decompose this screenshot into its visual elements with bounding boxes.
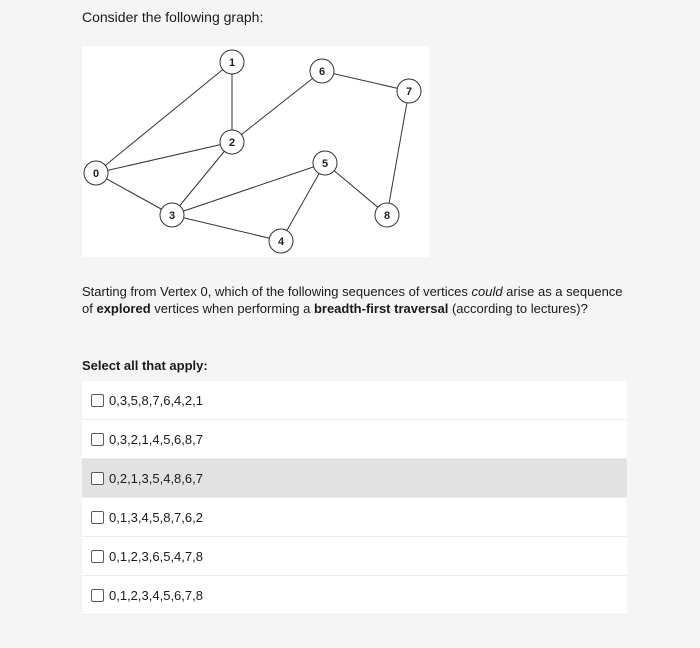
option-label: 0,3,5,8,7,6,4,2,1 xyxy=(109,392,203,408)
graph-edge-3-5 xyxy=(172,163,325,215)
vertex-label: 3 xyxy=(168,210,176,222)
graph-vertex-6 xyxy=(310,59,334,83)
option-label: 0,3,2,1,4,5,6,8,7 xyxy=(109,431,203,447)
graph-edge-2-6 xyxy=(232,71,322,142)
graph-edge-6-7 xyxy=(322,71,409,91)
answer-option-2[interactable] xyxy=(82,420,627,459)
option-label: 0,2,1,3,5,4,8,6,7 xyxy=(109,470,203,486)
graph-edge-0-3 xyxy=(96,173,172,215)
graph-vertex-5 xyxy=(313,151,337,175)
graph-svg xyxy=(82,46,429,257)
option-label: 0,1,2,3,4,5,6,7,8 xyxy=(109,587,203,603)
vertex-label: 7 xyxy=(405,86,413,98)
graph-vertex-0 xyxy=(84,161,108,185)
checkbox[interactable] xyxy=(91,394,104,407)
answer-option-4[interactable] xyxy=(82,498,627,537)
checkbox[interactable] xyxy=(91,550,104,563)
prompt-emphasis-explored: explored xyxy=(96,301,151,316)
answer-option-6[interactable] xyxy=(82,576,627,615)
prompt-text: (according to lectures)? xyxy=(448,301,588,316)
graph-vertex-8 xyxy=(375,203,399,227)
graph-vertex-4 xyxy=(269,229,293,253)
answer-option-5[interactable] xyxy=(82,537,627,576)
question-prompt xyxy=(82,283,627,317)
graph-edge-0-2 xyxy=(96,142,232,173)
prompt-emphasis-could: could xyxy=(471,284,503,299)
checkbox[interactable] xyxy=(91,589,104,602)
vertex-label: 1 xyxy=(228,57,236,69)
graph-vertex-7 xyxy=(397,79,421,103)
graph-vertex-3 xyxy=(160,203,184,227)
option-label: 0,1,3,4,5,8,7,6,2 xyxy=(109,509,203,525)
vertex-label: 6 xyxy=(318,66,326,78)
checkbox[interactable] xyxy=(91,511,104,524)
checkbox[interactable] xyxy=(91,433,104,446)
prompt-emphasis-bft: breadth-first traversal xyxy=(313,301,449,316)
graph-edge-7-8 xyxy=(387,91,409,215)
graph-vertex-2 xyxy=(220,130,244,154)
checkbox[interactable] xyxy=(91,472,104,485)
answer-options xyxy=(82,381,627,615)
question-title: Consider the following graph: xyxy=(82,9,264,25)
graph-edge-0-1 xyxy=(96,62,232,173)
vertex-label: 5 xyxy=(321,158,329,170)
answer-option-3[interactable] xyxy=(82,459,627,498)
graph-edge-3-4 xyxy=(172,215,281,241)
vertex-label: 8 xyxy=(383,210,391,222)
graph-edge-4-5 xyxy=(281,163,325,241)
graph-vertex-1 xyxy=(220,50,244,74)
prompt-text: vertices when performing a xyxy=(150,301,314,316)
prompt-text: Starting from Vertex 0, which of the following sequences of vertices xyxy=(82,284,472,299)
prompt-text: arise as a sequence of xyxy=(82,284,623,316)
answer-option-1[interactable] xyxy=(82,381,627,420)
vertex-label: 4 xyxy=(277,236,285,248)
vertex-label: 2 xyxy=(228,137,236,149)
graph-edge-2-3 xyxy=(172,142,232,215)
graph-figure xyxy=(82,46,429,257)
select-all-label: Select all that apply: xyxy=(82,358,208,373)
vertex-label: 0 xyxy=(92,168,100,180)
option-label: 0,1,2,3,6,5,4,7,8 xyxy=(109,548,203,564)
